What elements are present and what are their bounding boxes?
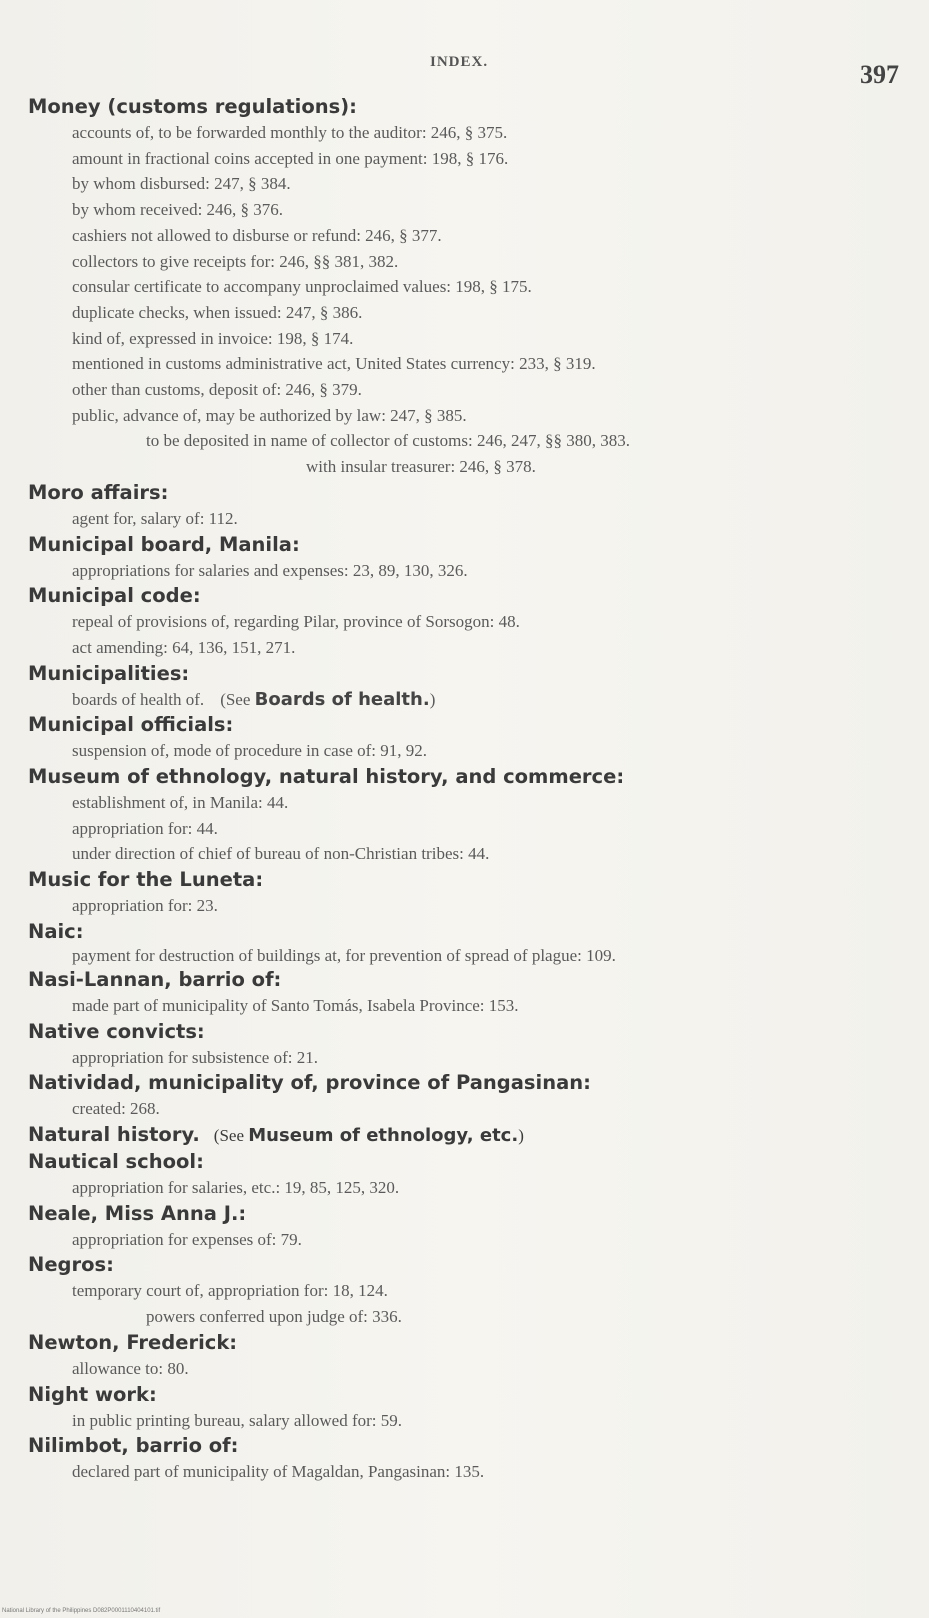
entry-heading (28, 867, 908, 893)
index-entry (28, 661, 908, 713)
index-entry (28, 532, 908, 584)
entry-heading (28, 1070, 908, 1096)
entry-subheading (28, 893, 908, 919)
subheading-text: payment for destruction of buildings at, for prevention of spread of plague: 109. (72, 945, 616, 965)
entry-heading-text: Moro affairs: (28, 480, 169, 504)
index-entry (28, 1149, 908, 1201)
subheading-text: act amending: 64, 136, 151, 271. (72, 637, 296, 657)
index-entry (28, 967, 908, 1019)
entry-heading-text: Nautical school: (28, 1149, 204, 1173)
subheading-text: with insular treasurer: 246, § 378. (306, 457, 536, 477)
see-suffix: ) (518, 1125, 524, 1145)
index-entry (28, 1201, 908, 1253)
index-entries (28, 94, 908, 1485)
entry-subheading (28, 506, 908, 532)
running-head: INDEX. (430, 54, 489, 70)
cross-reference (214, 1126, 524, 1145)
entry-heading (28, 661, 908, 687)
entry-subheading (28, 993, 908, 1019)
entry-heading (28, 583, 908, 609)
entry-subheading (28, 635, 908, 661)
entry-subheading (28, 790, 908, 816)
subheading-text: agent for, salary of: 112. (72, 508, 238, 528)
see-prefix: (See (213, 1125, 249, 1145)
entry-heading-text: Municipal officials: (28, 713, 234, 737)
entry-heading-text: Municipalities: (28, 661, 190, 685)
entry-subheading (28, 841, 908, 867)
see-suffix: ) (429, 689, 436, 709)
entry-subheading (28, 249, 908, 275)
entry-heading (28, 1149, 908, 1175)
entry-heading (28, 712, 908, 738)
index-entry (28, 583, 908, 660)
entry-subheading (28, 1227, 908, 1253)
entry-heading-text: Negros: (28, 1253, 114, 1277)
subheading-text: kind of, expressed in invoice: 198, § 174. (72, 328, 354, 348)
entry-heading-text: Newton, Frederick: (28, 1330, 238, 1354)
entry-subheading (28, 558, 908, 584)
entry-heading (28, 480, 908, 506)
entry-heading-text: Money (customs regulations): (28, 95, 357, 118)
subheading-text: collectors to give receipts for: 246, §§ 381, 382. (72, 251, 399, 271)
see-prefix: (See (220, 689, 255, 709)
entry-subheading (28, 326, 908, 352)
page-number: 397 (860, 60, 899, 89)
entry-heading-text: Nasi-Lannan, barrio of: (28, 967, 282, 991)
entry-heading-text: Natural history. (28, 1122, 200, 1146)
index-entry (28, 1070, 908, 1122)
entry-heading (28, 919, 908, 945)
entry-subheading (28, 609, 908, 635)
entry-subheading (28, 1356, 908, 1382)
subheading-text: public, advance of, may be authorized by law: 247, § 385. (72, 405, 467, 425)
entry-heading (28, 1252, 908, 1278)
subheading-text: appropriations for salaries and expenses: 23, 89, 130, 326. (72, 560, 468, 580)
index-entry (28, 712, 908, 764)
entry-heading (28, 1433, 908, 1459)
cross-reference (220, 690, 435, 709)
entry-heading (28, 967, 908, 993)
subheading-text: appropriation for: 44. (72, 818, 218, 838)
entry-heading (28, 1330, 908, 1356)
subheading-text: created: 268. (72, 1099, 160, 1119)
subheading-text: boards of health of. (72, 689, 205, 709)
entry-subheading (28, 171, 908, 197)
subheading-text: temporary court of, appropriation for: 18, 124. (72, 1281, 388, 1301)
entry-heading (28, 532, 908, 558)
entry-subheading (28, 1175, 908, 1201)
entry-heading (28, 1201, 908, 1227)
index-entry (28, 1382, 908, 1434)
entry-subheading (28, 945, 892, 967)
subheading-text: by whom received: 246, § 376. (72, 200, 284, 220)
entry-subheading (28, 351, 908, 377)
subheading-text: repeal of provisions of, regarding Pilar, province of Sorsogon: 48. (72, 612, 520, 632)
index-entry (28, 1433, 908, 1485)
subheading-text: cashiers not allowed to disburse or refund: 246, § 377. (72, 225, 442, 245)
subheading-text: in public printing bureau, salary allowed for: 59. (72, 1410, 402, 1430)
index-entry (28, 94, 908, 480)
entry-heading (28, 1382, 908, 1408)
subheading-text: accounts of, to be forwarded monthly to the auditor: 246, § 375. (72, 123, 508, 142)
entry-subheading (28, 274, 908, 300)
subheading-text: powers conferred upon judge of: 336. (146, 1307, 402, 1327)
entry-heading-text: Nilimbot, barrio of: (28, 1434, 239, 1458)
subheading-text: mentioned in customs administrative act, United States currency: 233, § 319. (72, 354, 596, 374)
entry-heading-text: Night work: (28, 1382, 157, 1406)
index-entry (28, 1019, 908, 1071)
entry-heading-text: Municipal code: (28, 584, 201, 608)
index-entry (28, 1252, 908, 1329)
entry-subheading (28, 454, 908, 480)
entry-subheading (28, 1459, 908, 1485)
entry-subheading (28, 403, 908, 429)
entry-heading (28, 1019, 908, 1045)
entry-subheading (28, 816, 908, 842)
subheading-text: appropriation for expenses of: 79. (72, 1229, 302, 1249)
entry-subheading (28, 1045, 908, 1071)
entry-subheading (28, 1304, 908, 1330)
scan-footer: National Library of the Philippines D082P0001110404101.tif (2, 1608, 161, 1614)
subheading-text: other than customs, deposit of: 246, § 379. (72, 380, 362, 400)
subheading-text: by whom disbursed: 247, § 384. (72, 174, 291, 194)
entry-subheading (28, 1278, 908, 1304)
subheading-text: under direction of chief of bureau of non-Christian tribes: 44. (72, 844, 490, 864)
index-entry (28, 1122, 908, 1149)
entry-heading-text: Native convicts: (28, 1019, 205, 1043)
entry-subheading (28, 738, 908, 764)
entry-heading-text: Museum of ethnology, natural history, and commerce: (28, 765, 625, 789)
subheading-text: appropriation for: 23. (72, 896, 218, 916)
entry-heading-text: Municipal board, Manila: (28, 532, 300, 556)
entry-heading (28, 764, 908, 790)
entry-subheading (28, 687, 908, 713)
subheading-text: consular certificate to accompany unproclaimed values: 198, § 175. (72, 277, 532, 297)
index-entry (28, 867, 908, 919)
subheading-text: suspension of, mode of procedure in case of: 91, 92. (72, 741, 428, 761)
entry-heading-text: Naic: (28, 919, 84, 943)
entry-subheading (28, 223, 908, 249)
entry-subheading (28, 120, 908, 146)
entry-subheading (28, 300, 908, 326)
entry-heading-text: Neale, Miss Anna J.: (28, 1201, 247, 1225)
subheading-text: made part of municipality of Santo Tomás, Isabela Province: 153. (72, 995, 519, 1015)
subheading-text: appropriation for salaries, etc.: 19, 85, 125, 320. (72, 1177, 400, 1197)
entry-subheading (28, 197, 908, 223)
subheading-text: to be deposited in name of collector of customs: 246, 247, §§ 380, 383. (146, 431, 630, 451)
entry-heading (28, 94, 908, 120)
index-entry (28, 1330, 908, 1382)
index-entry (28, 919, 908, 967)
subheading-text: duplicate checks, when issued: 247, § 386. (72, 302, 363, 322)
entry-subheading (28, 428, 908, 454)
entry-subheading (28, 1408, 908, 1434)
entry-subheading (28, 1096, 908, 1122)
subheading-text: establishment of, in Manila: 44. (72, 793, 289, 813)
entry-heading (28, 1122, 908, 1149)
subheading-text: declared part of municipality of Magaldan, Pangasinan: 135. (72, 1462, 485, 1482)
index-entry (28, 480, 908, 532)
see-target: Boards of health. (254, 688, 430, 710)
subheading-text: allowance to: 80. (72, 1358, 189, 1378)
entry-heading-text: Natividad, municipality of, province of Pangasinan: (28, 1071, 591, 1095)
entry-subheading (28, 146, 908, 172)
index-entry (28, 764, 908, 867)
entry-subheading (28, 377, 908, 403)
subheading-text: amount in fractional coins accepted in one payment: 198, § 176. (72, 148, 509, 168)
subheading-text: appropriation for subsistence of: 21. (72, 1047, 318, 1067)
see-target: Museum of ethnology, etc. (248, 1124, 519, 1146)
entry-heading-text: Music for the Luneta: (28, 868, 264, 892)
